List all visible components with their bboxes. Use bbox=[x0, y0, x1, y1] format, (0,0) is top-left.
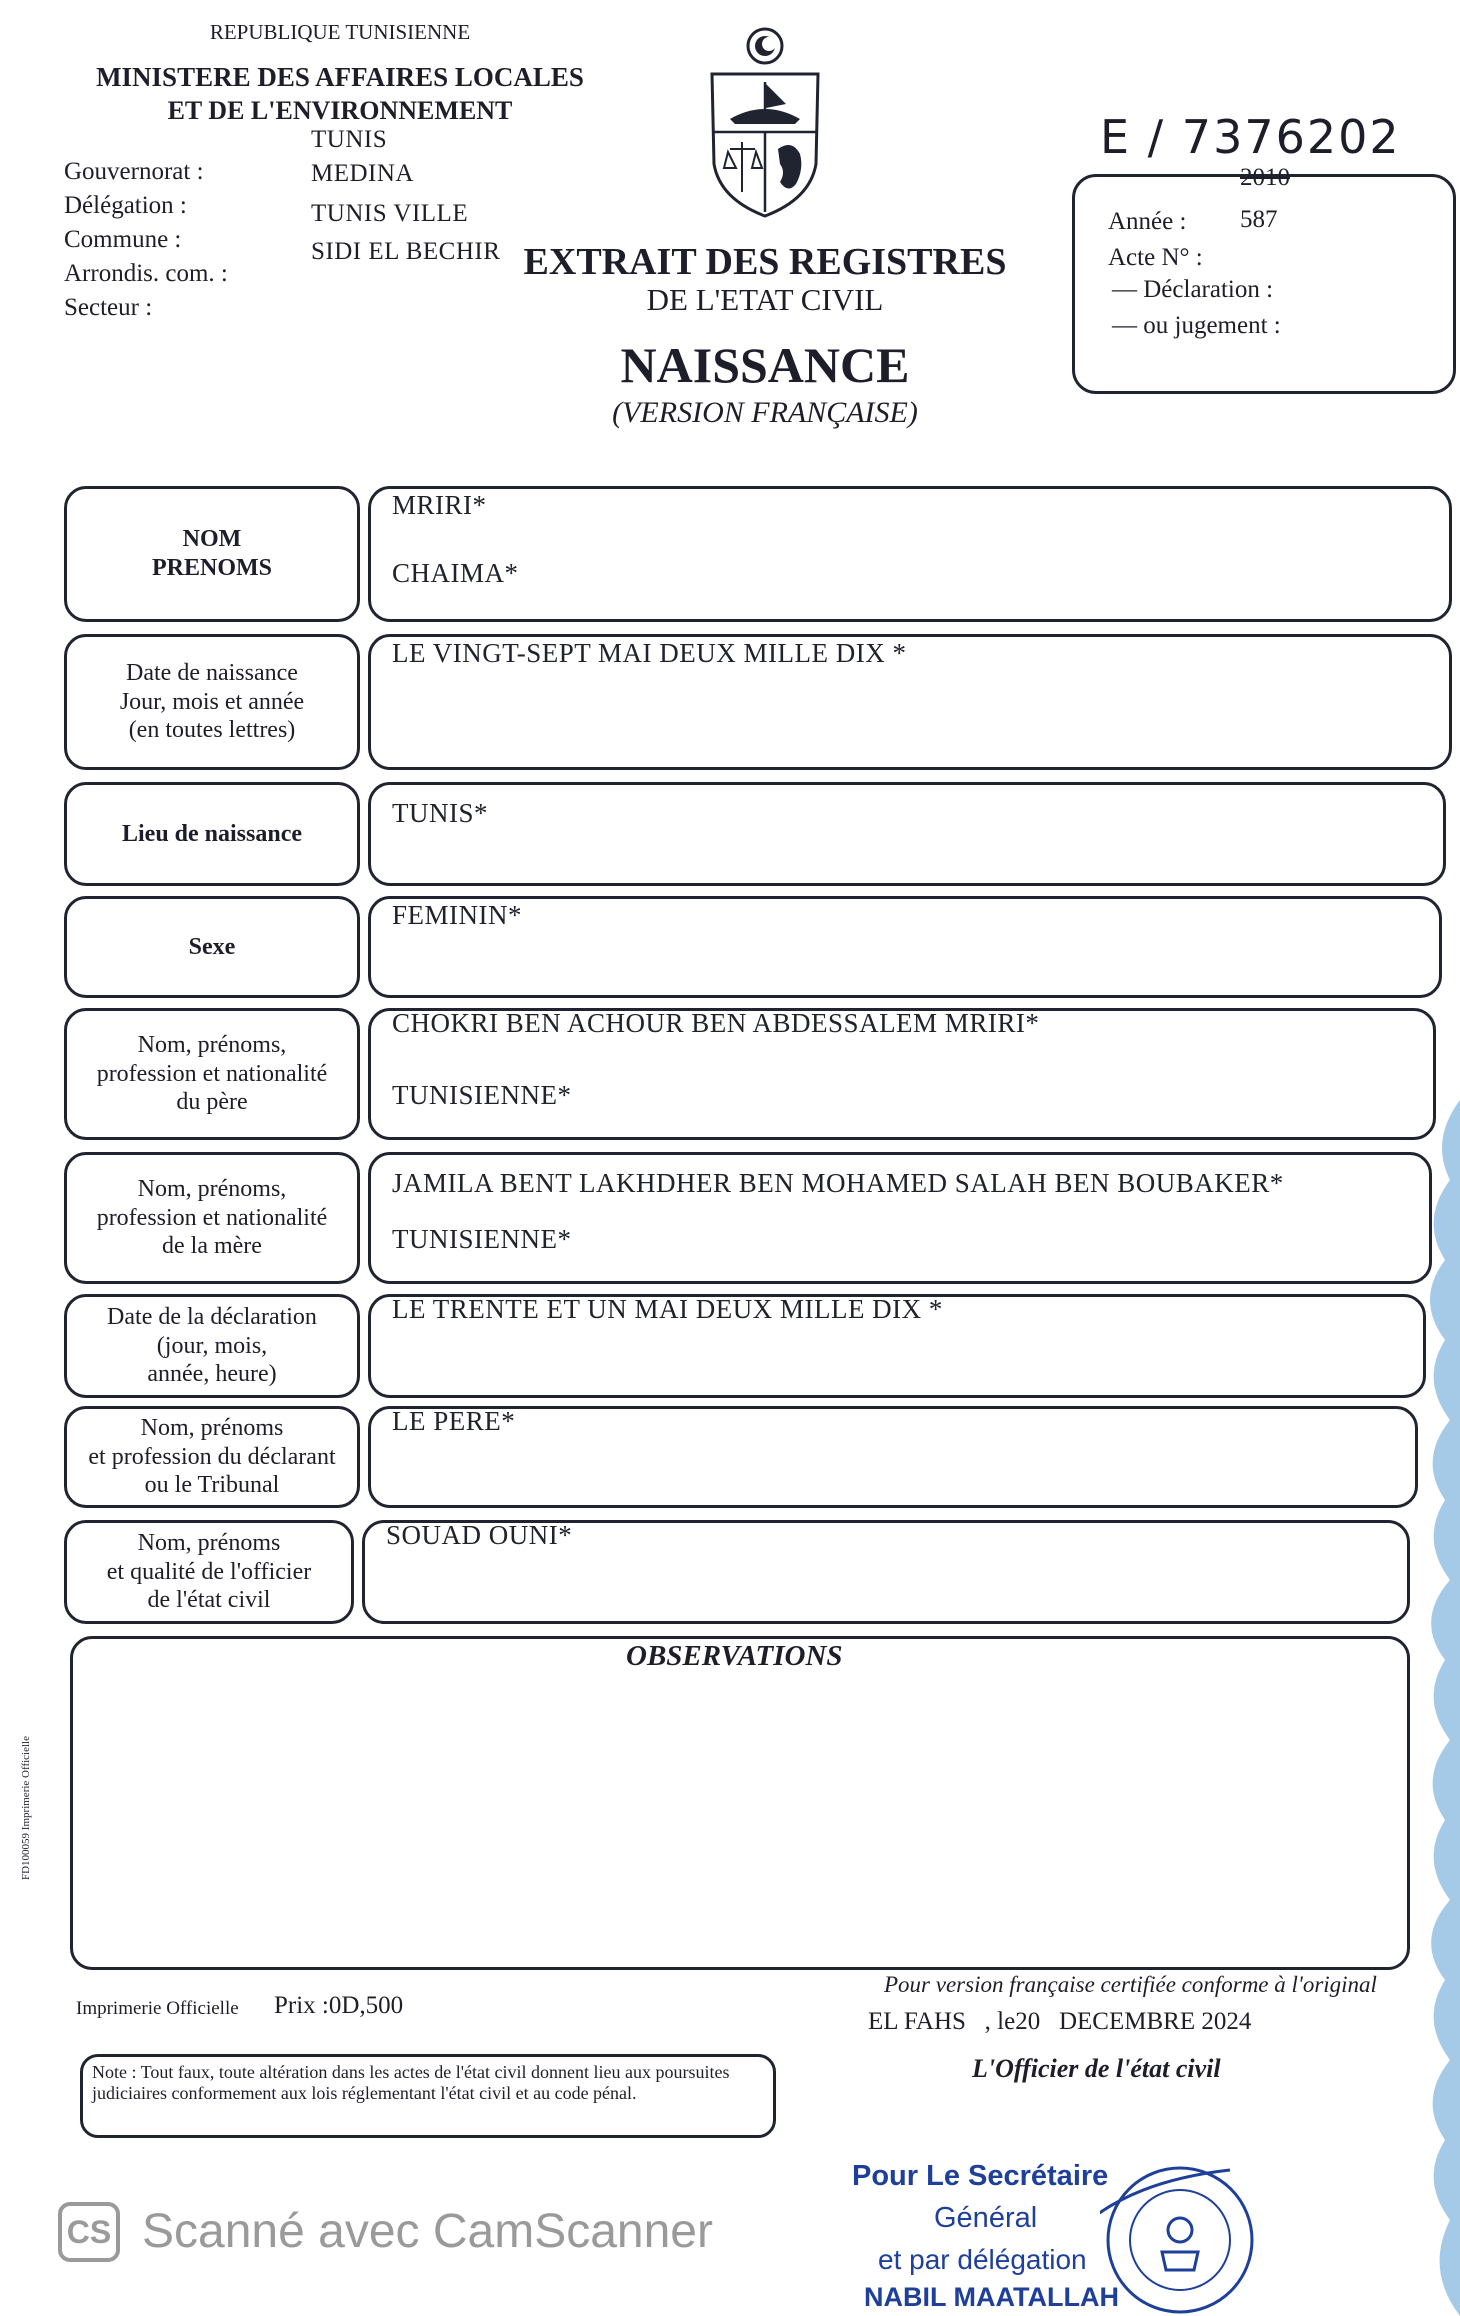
stamp-line-3: et par délégation bbox=[878, 2244, 1087, 2275]
label-arrondissement: Arrondis. com. : bbox=[64, 260, 228, 287]
observations-box bbox=[70, 1636, 1410, 1970]
row-value: FEMININ* bbox=[392, 900, 522, 930]
acte-declaration-label: — Déclaration : bbox=[1112, 276, 1274, 303]
row-value: JAMILA BENT LAKHDHER BEN MOHAMED SALAH BEN BOUBAKER* bbox=[392, 1168, 1284, 1198]
row-value: TUNISIENNE* bbox=[392, 1080, 572, 1110]
row-value: LE PERE* bbox=[392, 1406, 516, 1436]
value-arrondissement: SIDI EL BECHIR bbox=[311, 238, 501, 265]
row-value-box bbox=[368, 782, 1446, 886]
row-value-box bbox=[368, 1406, 1418, 1508]
stamp-line-2: Général bbox=[934, 2202, 1038, 2234]
acte-year: 2010 bbox=[1240, 164, 1290, 191]
ministry-line-2: ET DE L'ENVIRONNEMENT bbox=[167, 96, 513, 125]
row-value: TUNIS* bbox=[392, 798, 488, 828]
row-label: Sexe bbox=[188, 933, 236, 960]
place-date: EL FAHS , le20 DECEMBRE 2024 bbox=[868, 2008, 1252, 2035]
row-label-box bbox=[64, 1520, 354, 1624]
row-label-box bbox=[64, 896, 360, 998]
acte-annee-label: Année : bbox=[1108, 208, 1187, 235]
row-value: TUNISIENNE* bbox=[392, 1224, 572, 1254]
republic-heading: REPUBLIQUE TUNISIENNE bbox=[209, 20, 471, 44]
document-title-line-2: DE L'ETAT CIVIL bbox=[646, 282, 884, 317]
stamp-line-1: Pour Le Secrétaire bbox=[852, 2160, 1109, 2192]
row-label-box bbox=[64, 1008, 360, 1140]
row-label-box bbox=[64, 1406, 360, 1508]
row-label: Nom, prénoms, profession et nationalité du père bbox=[96, 1031, 328, 1116]
row-label: Nom, prénoms, profession et nationalité de la mère bbox=[96, 1175, 328, 1260]
document-type: NAISSANCE bbox=[620, 337, 910, 393]
row-value: LE VINGT-SEPT MAI DEUX MILLE DIX * bbox=[392, 638, 907, 668]
row-value-box bbox=[368, 896, 1442, 998]
camscanner-watermark: Scanné avec CamScanner bbox=[142, 2205, 713, 2258]
value-gouvernorat: TUNIS bbox=[311, 126, 388, 153]
row-label-box bbox=[64, 1294, 360, 1398]
row-label-box bbox=[64, 782, 360, 886]
value-commune: TUNIS VILLE bbox=[311, 200, 469, 227]
acte-number-label: Acte N° : bbox=[1108, 244, 1203, 271]
certified-text: Pour version française certifiée conforme à l'original bbox=[884, 1972, 1377, 1997]
officer-title: L'Officier de l'état civil bbox=[972, 2054, 1221, 2083]
document-version: (VERSION FRANÇAISE) bbox=[612, 396, 918, 429]
row-label: NOM PRENOMS bbox=[152, 526, 272, 581]
row-label-box bbox=[64, 634, 360, 770]
stamp-line-4: NABIL MAATALLAH bbox=[864, 2282, 1119, 2312]
acte-jugement-label: — ou jugement : bbox=[1112, 312, 1281, 339]
admin-labels bbox=[64, 158, 228, 328]
row-value: CHAIMA* bbox=[392, 558, 519, 588]
ministry-line-1: MINISTERE DES AFFAIRES LOCALES bbox=[96, 62, 584, 92]
commune-seal-icon bbox=[1100, 2160, 1260, 2316]
document-number: E / 7376202 bbox=[1100, 110, 1401, 164]
row-value: LE TRENTE ET UN MAI DEUX MILLE DIX * bbox=[392, 1294, 943, 1324]
label-gouvernorat: Gouvernorat : bbox=[64, 158, 204, 185]
prix-label: Prix :0D,500 bbox=[274, 1992, 404, 2019]
row-value: MRIRI* bbox=[392, 490, 487, 520]
row-label: Date de naissance Jour, mois et année (en toutes lettres) bbox=[119, 659, 305, 744]
observations-label: OBSERVATIONS bbox=[626, 1640, 843, 1672]
row-label: Nom, prénoms et qualité de l'officier de l'état civil bbox=[106, 1529, 312, 1614]
label-commune: Commune : bbox=[64, 226, 182, 253]
acte-number-value: 587 bbox=[1240, 206, 1278, 233]
imprimerie-label: Imprimerie Officielle bbox=[76, 1998, 239, 2019]
row-label: Lieu de naissance bbox=[121, 820, 303, 847]
security-border-wave-icon bbox=[1400, 1100, 1460, 2316]
document-title-line-1: EXTRAIT DES REGISTRES bbox=[523, 241, 1007, 283]
label-secteur: Secteur : bbox=[64, 294, 153, 321]
row-value-box bbox=[368, 486, 1452, 622]
value-delegation: MEDINA bbox=[311, 160, 414, 187]
row-label: Date de la déclaration (jour, mois, année, heure) bbox=[107, 1303, 317, 1388]
row-value: SOUAD OUNI* bbox=[386, 1520, 573, 1550]
row-label-box bbox=[64, 486, 360, 622]
label-delegation: Délégation : bbox=[64, 192, 187, 219]
tunisia-coat-of-arms-icon bbox=[700, 24, 830, 224]
row-value: CHOKRI BEN ACHOUR BEN ABDESSALEM MRIRI* bbox=[392, 1008, 1040, 1038]
note-text: Note : Tout faux, toute altération dans les actes de l'état civil donnent lieu aux poursuites judiciaires conformement aux lois réglementant l'état civil et au code pénal. bbox=[92, 2062, 730, 2103]
row-label-box bbox=[64, 1152, 360, 1284]
side-print: FD100059 Imprimerie Officielle bbox=[20, 1736, 32, 1880]
camscanner-logo: CS bbox=[58, 2202, 120, 2262]
row-label: Nom, prénoms et profession du déclarant ou le Tribunal bbox=[88, 1414, 336, 1499]
